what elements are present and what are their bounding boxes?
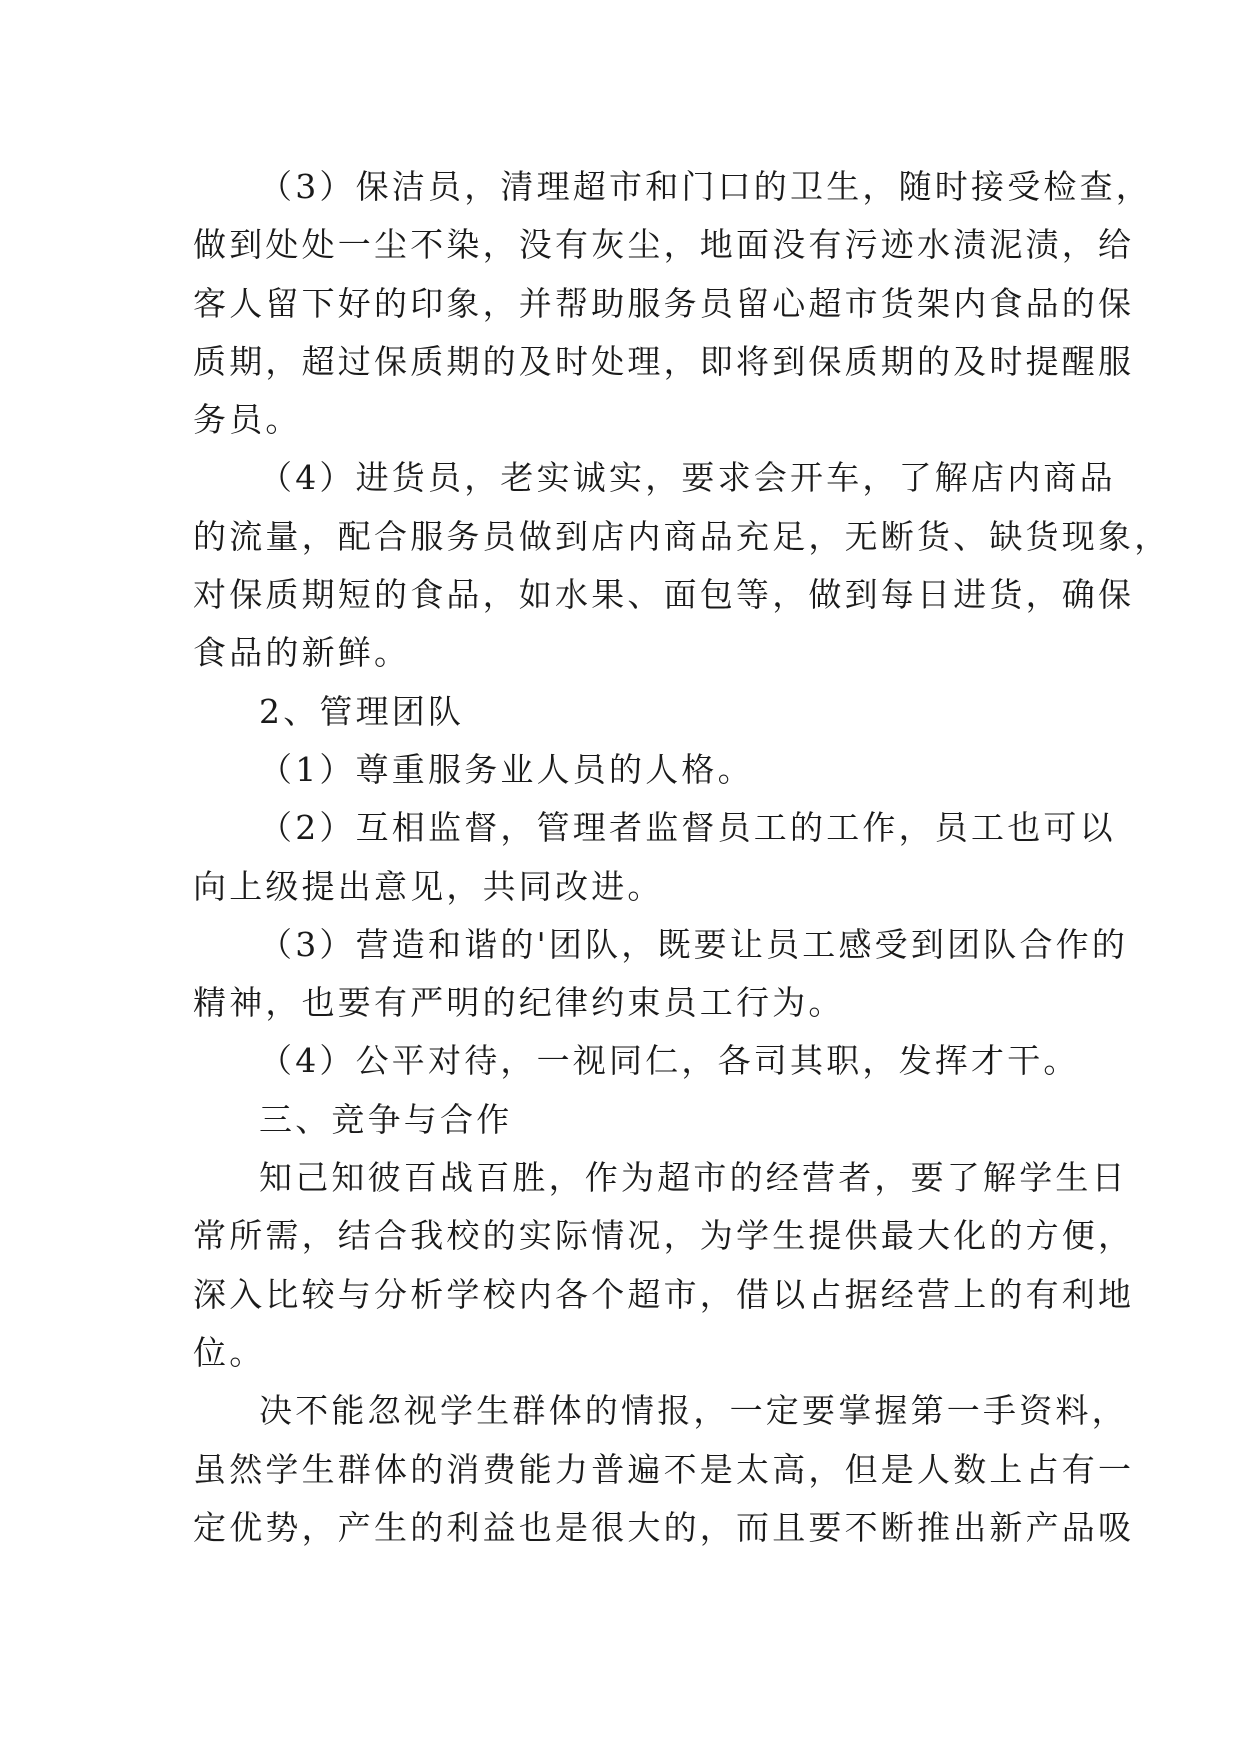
text-line: 决不能忽视学生群体的情报，一定要掌握第一手资料， bbox=[259, 1391, 1128, 1431]
text-line: 常所需，结合我校的实际情况，为学生提供最大化的方便， bbox=[193, 1216, 1135, 1256]
text-line: 知己知彼百战百胜，作为超市的经营者，要了解学生日 bbox=[259, 1158, 1128, 1198]
text-line: 虽然学生群体的消费能力普遍不是太高，但是人数上占有一 bbox=[193, 1449, 1135, 1489]
text-line: 定优势，产生的利益也是很大的，而且要不断推出新产品吸 bbox=[193, 1507, 1135, 1547]
text-line: 做到处处一尘不染，没有灰尘，地面没有污迹水渍泥渍，给 bbox=[193, 225, 1135, 265]
text-line: （1）尊重服务业人员的人格。 bbox=[259, 749, 754, 789]
document-body bbox=[193, 158, 1171, 1557]
text-line: 对保质期短的食品，如水果、面包等，做到每日进货，确保 bbox=[193, 575, 1135, 615]
text-line: 客人留下好的印象，并帮助服务员留心超市货架内食品的保 bbox=[193, 283, 1135, 323]
text-line: （3）营造和谐的'团队，既要让员工感受到团队合作的 bbox=[259, 924, 1129, 964]
text-line: （2）互相监督，管理者监督员工的工作，员工也可以 bbox=[259, 808, 1116, 848]
text-line: 精神，也要有严明的纪律约束员工行为。 bbox=[193, 983, 845, 1023]
text-line: 向上级提出意见，共同改进。 bbox=[193, 866, 664, 906]
text-line: （3）保洁员，清理超市和门口的卫生，随时接受检查， bbox=[259, 167, 1152, 206]
text-line: （4）公平对待，一视同仁，各司其职，发挥才干。 bbox=[259, 1041, 1080, 1081]
text-line: 质期，超过保质期的及时处理，即将到保质期的及时提醒服 bbox=[193, 341, 1135, 381]
text-line: 位。 bbox=[193, 1332, 266, 1372]
text-line: （4）进货员，老实诚实，要求会开车，了解店内商品 bbox=[259, 458, 1116, 498]
text-line: 的流量，配合服务员做到店内商品充足，无断货、缺货现象， bbox=[193, 516, 1171, 556]
text-line: 2、管理团队 bbox=[259, 691, 465, 731]
text-line: 三、竞争与合作 bbox=[259, 1099, 513, 1139]
text-line: 食品的新鲜。 bbox=[193, 633, 411, 673]
text-line: 务员。 bbox=[193, 400, 302, 440]
text-line: 深入比较与分析学校内各个超市，借以占据经营上的有利地 bbox=[193, 1274, 1135, 1314]
